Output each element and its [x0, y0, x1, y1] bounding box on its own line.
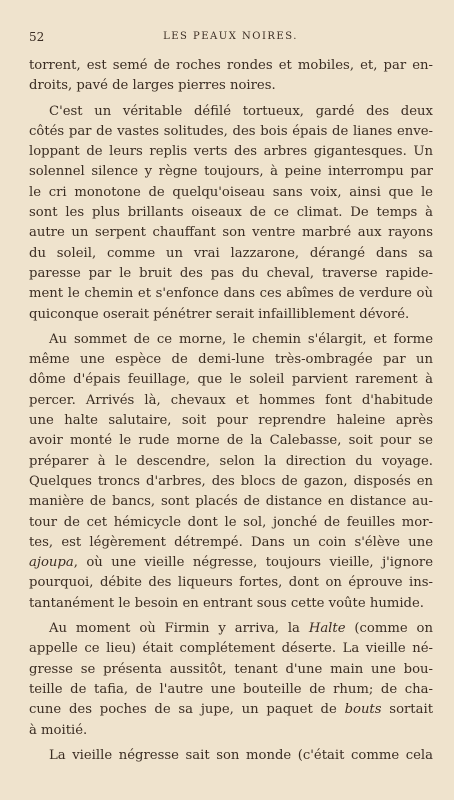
text-line: le cri monotone de quelqu'oiseau sans voix, ainsi que le	[29, 184, 433, 200]
text-line: paresse par le bruit des pas du cheval, traverse rapide-	[29, 265, 433, 281]
paragraph	[29, 746, 433, 766]
text-line: Au sommet de ce morne, le chemin s'élargit, et forme	[49, 331, 433, 347]
text-line: avoir monté le rude morne de la Calebasse, soit pour se	[29, 433, 433, 449]
text-line: préparer à le descendre, selon la direction du voyage.	[29, 453, 433, 469]
text-line: tour de cet hémicycle dont le sol, jonché de feuilles mor-	[29, 514, 433, 530]
text-line: une halte salutaire, soit pour reprendre haleine après	[29, 413, 433, 429]
paragraph	[29, 619, 433, 741]
text-line: C'est un véritable défilé tortueux, gardé des deux	[49, 103, 433, 119]
text-line: torrent, est semé de roches rondes et mobiles, et, par en-	[29, 58, 433, 73]
text-line: cune des poches de sa jupe, un paquet de bouts sortait	[29, 702, 433, 718]
text-line: loppant de leurs replis verts des arbres gigantesques. Un	[29, 144, 433, 160]
text-line: tes, est légèrement détrempé. Dans un coin s'élève une	[29, 534, 433, 550]
text-line: manière de bancs, sont placés de distance en distance au-	[29, 494, 433, 510]
text-line: ment le chemin et s'enfonce dans ces abîmes de verdure où	[29, 286, 433, 302]
italic-term: Halte	[308, 621, 346, 637]
paragraph	[29, 102, 433, 325]
text-line: côtés par de vastes solitudes, des bois épais de lianes enve-	[29, 123, 433, 139]
text-line: autre un serpent chauffant son ventre marbré aux rayons	[29, 225, 433, 241]
text-line: solennel silence y règne toujours, à peine interrompu par	[29, 164, 433, 180]
text-line: La vieille négresse sait son monde (c'était comme cela	[49, 747, 433, 763]
italic-term: ajoupa	[29, 555, 74, 571]
text-line: dôme d'épais feuillage, que le soleil parvient rarement à	[29, 372, 433, 388]
body-text	[29, 56, 433, 771]
text-line: Quelques troncs d'arbres, des blocs de gazon, disposés en	[29, 473, 433, 489]
text-line: appelle ce lieu) était complétement déserte. La vieille né-	[29, 641, 433, 657]
text-line: percer. Arrivés là, chevaux et hommes font d'habitude	[29, 392, 433, 408]
paragraph	[29, 330, 433, 614]
text-line: Au moment où Firmin y arriva, la Halte (comme on	[49, 621, 433, 637]
text-line: pourquoi, débite des liqueurs fortes, dont on éprouve ins-	[29, 575, 433, 591]
text-line: sont les plus brillants oiseaux de ce climat. De temps à	[29, 205, 433, 221]
text-line: tantanément le besoin en entrant sous cette voûte humide.	[29, 595, 424, 611]
text-line: teille de tafia, de l'autre une bouteille de rhum; de cha-	[29, 681, 433, 697]
paragraph	[29, 56, 433, 97]
page-header	[29, 30, 432, 46]
text-line: quiconque oserait pénétrer serait infailliblement dévoré.	[29, 306, 410, 322]
text-line: même une espèce de demi-lune très-ombragée par un	[29, 352, 433, 368]
page-number: 52	[29, 30, 45, 44]
text-line: droits, pavé de larges pierres noires.	[29, 78, 276, 94]
running-title: LES PEAUX NOIRES.	[163, 31, 298, 42]
text-line: gresse se présenta aussitôt, tenant d'une main une bou-	[29, 661, 433, 677]
text-line: du soleil, comme un vrai lazzarone, dérangé dans sa	[29, 245, 433, 261]
text-line: ajoupa, où une vieille négresse, toujours vieille, j'ignore	[29, 555, 433, 571]
italic-term: bouts	[344, 702, 382, 718]
text-line: à moitié.	[29, 722, 88, 738]
